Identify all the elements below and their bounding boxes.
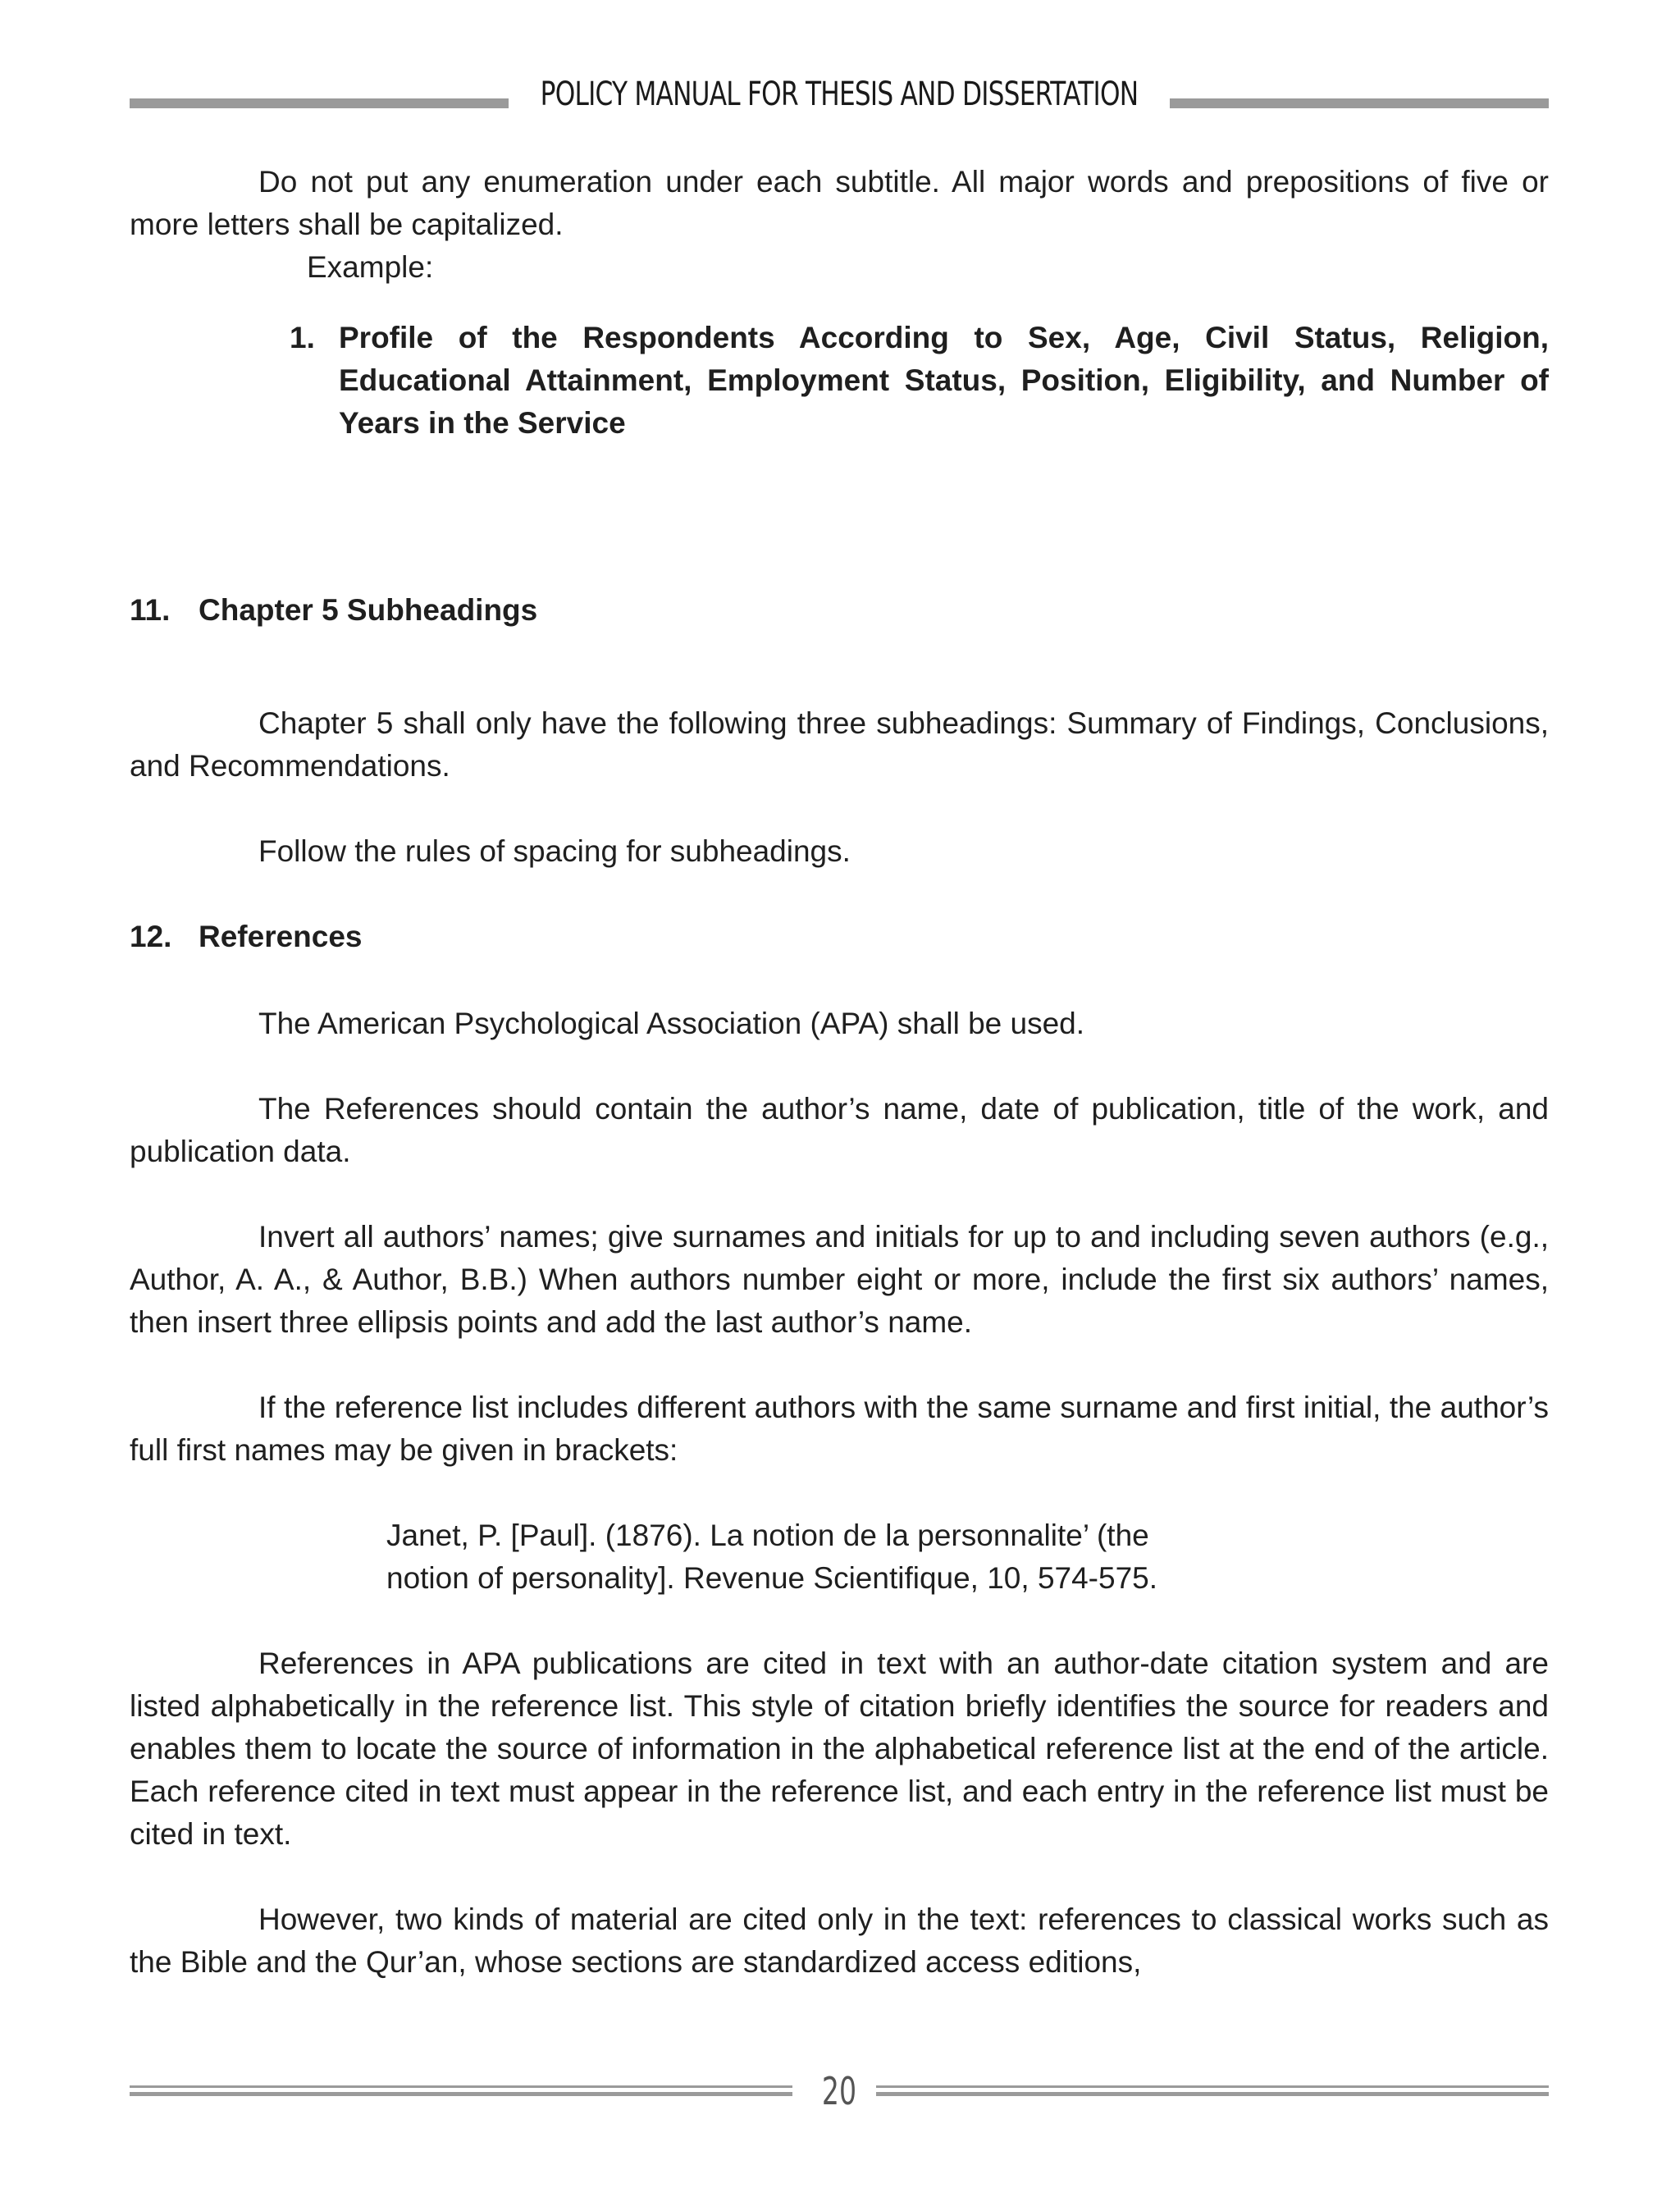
- page-footer: [130, 2069, 1549, 2118]
- section-12-heading: [130, 916, 363, 958]
- example-item: [290, 317, 1549, 445]
- header-title: POLICY MANUAL FOR THESIS AND DISSERTATION: [540, 75, 1139, 113]
- page-header: [130, 75, 1549, 125]
- header-rule-right: [1170, 98, 1549, 108]
- page-number: 20: [821, 2069, 857, 2113]
- section-12-paragraph-4: If the reference list includes different authors with the same surname and first initial, the author’s full first names may be given in brackets:: [130, 1391, 1549, 1467]
- section-12-paragraph-1: The American Psychological Association (APA) shall be used.: [258, 1007, 1085, 1040]
- section-11-heading: [130, 589, 537, 632]
- section-12-paragraph-2: The References should contain the author’s name, date of publication, title of the work, and publication data.: [130, 1092, 1549, 1168]
- footer-rule-right-top: [876, 2085, 1549, 2088]
- section-12-paragraph-3: Invert all authors’ names; give surnames and initials for up to and including seven authors (e.g., Author, A. A., & Author, B.B.) When authors number eight or more, include the first six authors’ names, then insert three ellipsis points and add the last author’s name.: [130, 1220, 1549, 1339]
- section-12-number: 12.: [130, 920, 172, 953]
- section-11-number: 11.: [130, 593, 171, 627]
- intro-paragraph: Do not put any enumeration under each subtitle. All major words and prepositions of five or more letters shall be capitalized.: [130, 165, 1549, 241]
- section-12-paragraph-6: However, two kinds of material are cited only in the text: references to classical works such as the Bible and the Qur’an, whose sections are standardized access editions,: [130, 1902, 1549, 1979]
- section-11-paragraph-1: Chapter 5 shall only have the following three subheadings: Summary of Findings, Conclusions, and Recommendations.: [130, 706, 1549, 783]
- section-12-paragraph-5: References in APA publications are cited in text with an author-date citation system and are listed alphabetically in the reference list. This style of citation briefly identifies the source for readers and enables them to locate the source of information in the alphabetical reference list at the end of the article. Each reference cited in text must appear in the reference list, and each entry in the reference list must be cited in text.: [130, 1647, 1549, 1851]
- section-12-title: References: [199, 920, 363, 953]
- example-item-text: Profile of the Respondents According to Sex, Age, Civil Status, Religion, Educational Attainment, Employment Status, Position, Eligibility, and Number of Years in the Service: [339, 321, 1549, 440]
- footer-rule-right-bottom: [876, 2092, 1549, 2096]
- example-reference: Janet, P. [Paul]. (1876). La notion de la personnalite’ (the notion of personality]. Revenue Scientifique, 10, 574-575.: [386, 1519, 1158, 1595]
- section-11-title: Chapter 5 Subheadings: [199, 593, 538, 627]
- example-label: Example:: [307, 250, 434, 284]
- section-11-paragraph-2: Follow the rules of spacing for subheadings.: [258, 834, 851, 868]
- example-item-number: 1.: [290, 321, 315, 354]
